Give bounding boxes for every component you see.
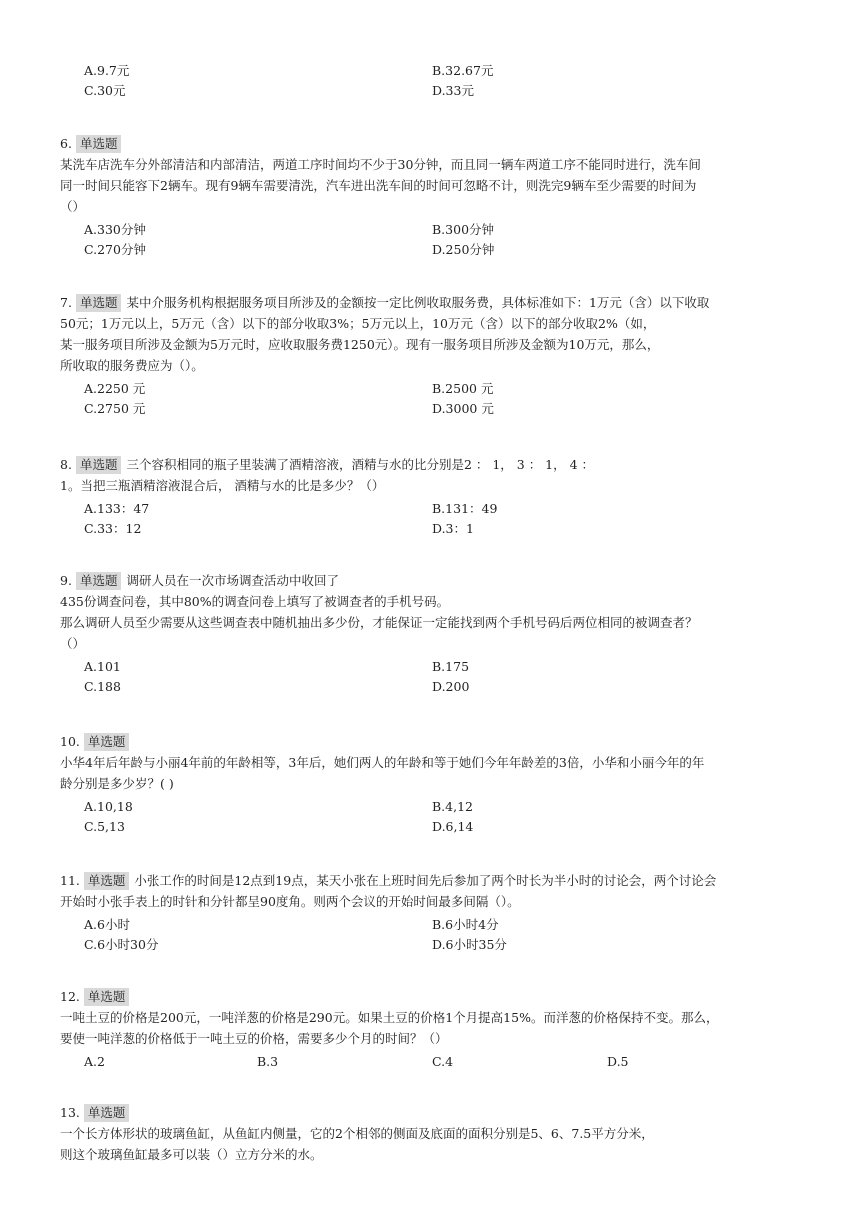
question-type-badge: 单选题 <box>84 988 130 1006</box>
question-number: 8. <box>60 457 72 472</box>
question-6 <box>60 133 812 261</box>
question-header <box>60 133 812 154</box>
question-header <box>60 870 812 891</box>
question-stem: 435份调查问卷，其中80%的调查问卷上填写了被调查者的手机号码。 那么调研人员至少需要从这些调查表中随机抽出多少份，才能保证一定能找到两个手机号码后两位相同的被调查者？ （） <box>60 594 698 651</box>
option-a[interactable]: A.2250 元 <box>84 381 146 396</box>
question-9 <box>60 570 812 698</box>
question-type-badge: 单选题 <box>84 733 130 751</box>
question-header <box>60 454 812 475</box>
question-10 <box>60 731 812 838</box>
option-a[interactable]: A.330分钟 <box>84 222 146 237</box>
question-stem-lead: 三个容积相同的瓶子里装满了酒精溶液，酒精与水的比分别是2 ： 1， 3 ： 1， 4 ： <box>126 457 595 472</box>
question-number: 12. <box>60 989 80 1004</box>
option-d[interactable]: D.33元 <box>432 83 474 98</box>
option-b[interactable]: B.3 <box>257 1054 279 1069</box>
question-stem-lead: 小张工作的时间是12点到19点，某天小张在上班时间先后参加了两个时长为半小时的讨论会，两个讨论会 <box>134 873 717 888</box>
question-header <box>60 1102 812 1123</box>
option-b[interactable]: B.32.67元 <box>432 63 494 78</box>
option-d[interactable]: D.5 <box>607 1054 629 1069</box>
option-b[interactable]: B.131：49 <box>432 501 498 516</box>
question-number: 9. <box>60 573 72 588</box>
option-b[interactable]: B.2500 元 <box>432 381 494 396</box>
question-type-badge: 单选题 <box>76 456 122 474</box>
question-stem: 1。当把三瓶酒精溶液混合后， 酒精与水的比是多少？（） <box>60 478 385 493</box>
option-a[interactable]: A.10,18 <box>84 799 133 814</box>
option-c[interactable]: C.270分钟 <box>84 242 146 257</box>
option-d[interactable]: D.250分钟 <box>432 242 495 257</box>
question-11 <box>60 870 812 956</box>
question-12 <box>60 986 812 1073</box>
question-type-badge: 单选题 <box>84 872 130 890</box>
option-b[interactable]: B.175 <box>432 659 470 674</box>
option-c[interactable]: C.30元 <box>84 83 126 98</box>
question-header <box>60 986 812 1007</box>
option-b[interactable]: B.6小时4分 <box>432 917 499 932</box>
question-header <box>60 731 812 752</box>
option-c[interactable]: C.6小时30分 <box>84 937 159 952</box>
question-header <box>60 570 812 591</box>
option-d[interactable]: D.3：1 <box>432 521 474 536</box>
question-stem: 小华4年后年龄与小丽4年前的年龄相等，3年后，她们两人的年龄和等于她们今年年龄差的3倍，小华和小丽今年的年 龄分别是多少岁？( ) <box>60 755 705 791</box>
question-number: 11. <box>60 873 80 888</box>
option-d[interactable]: D.6小时35分 <box>432 937 507 952</box>
question-stem-lead: 调研人员在一次市场调查活动中收回了 <box>126 573 339 588</box>
option-a[interactable]: A.2 <box>84 1054 105 1069</box>
option-c[interactable]: C.2750 元 <box>84 401 146 416</box>
question-number: 10. <box>60 734 80 749</box>
option-a[interactable]: A.6小时 <box>84 917 130 932</box>
option-d[interactable]: D.3000 元 <box>432 401 494 416</box>
question-7 <box>60 292 812 420</box>
question-type-badge: 单选题 <box>84 1104 130 1122</box>
option-b[interactable]: B.300分钟 <box>432 222 495 237</box>
question-stem: 50元；1万元以上，5万元（含）以下的部分收取3%；5万元以上，10万元（含）以下的部分收取2%（如， 某一服务项目所涉及金额为5万元时，应收取服务费1250元）。现有一服务项目所涉及金额为10万元，那么， 所收取的服务费应为（）。 <box>60 316 660 373</box>
question-stem-lead: 某中介服务机构根据服务项目所涉及的金额按一定比例收取服务费，具体标准如下：1万元（含）以下收取 <box>126 295 710 310</box>
question-number: 7. <box>60 295 72 310</box>
option-c[interactable]: C.33：12 <box>84 521 142 536</box>
question-number: 13. <box>60 1105 80 1120</box>
question-number: 6. <box>60 136 72 151</box>
option-c[interactable]: C.188 <box>84 679 121 694</box>
option-c[interactable]: C.5,13 <box>84 819 125 834</box>
option-a[interactable]: A.9.7元 <box>84 63 130 78</box>
question-13 <box>60 1102 812 1165</box>
question-stem: 一个长方体形状的玻璃鱼缸，从鱼缸内侧量，它的2个相邻的侧面及底面的面积分别是5、6、7.5平方分米， 则这个玻璃鱼缸最多可以装（）立方分米的水。 <box>60 1126 654 1162</box>
question-stem: 开始时小张手表上的时针和分针都呈90度角。则两个会议的开始时间最多间隔（）。 <box>60 894 520 909</box>
option-a[interactable]: A.133：47 <box>84 501 150 516</box>
option-d[interactable]: D.200 <box>432 679 470 694</box>
question-stem: 一吨土豆的价格是200元，一吨洋葱的价格是290元。如果土豆的价格1个月提高15%。而洋葱的价格保持不变。那么， 要使一吨洋葱的价格低于一吨土豆的价格，需要多少个月的时间？（） <box>60 1010 719 1046</box>
question-stem: 某洗车店洗车分外部清洁和内部清洁，两道工序时间均不少于30分钟，而且同一辆车两道工序不能同时进行，洗车间 同一时间只能容下2辆车。现有9辆车需要清洗，汽车进出洗车间的时间可忽略不计，则洗完9辆车至少需要的时间为 （） <box>60 157 701 214</box>
question-type-badge: 单选题 <box>76 135 122 153</box>
option-a[interactable]: A.101 <box>84 659 121 674</box>
question-type-badge: 单选题 <box>76 572 122 590</box>
option-d[interactable]: D.6,14 <box>432 819 474 834</box>
question-8 <box>60 454 812 540</box>
option-c[interactable]: C.4 <box>432 1054 454 1069</box>
question-type-badge: 单选题 <box>76 294 122 312</box>
question-5-options <box>60 62 812 102</box>
option-b[interactable]: B.4,12 <box>432 799 473 814</box>
question-header <box>60 292 812 313</box>
